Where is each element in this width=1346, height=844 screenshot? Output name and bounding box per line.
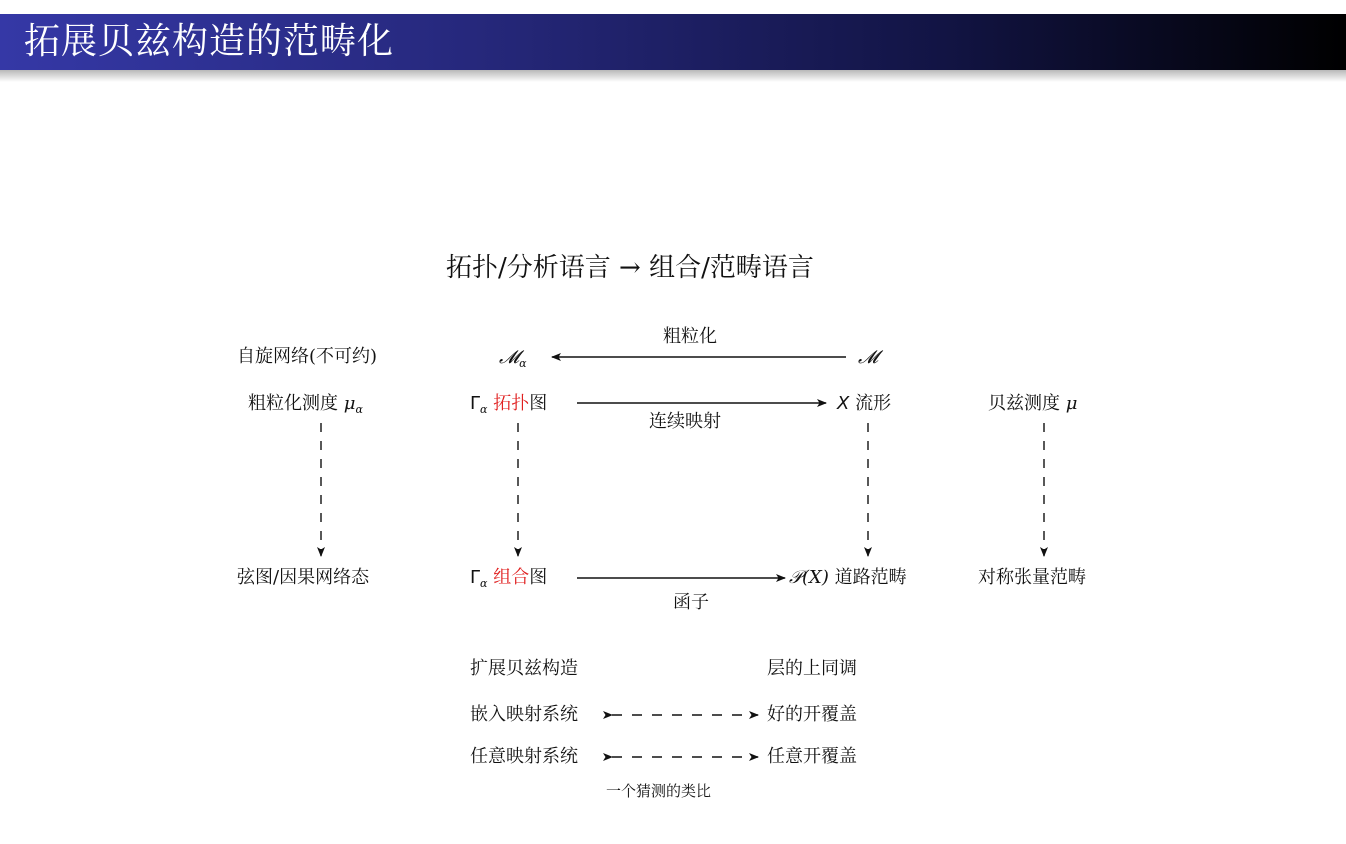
slide-title: 拓展贝兹构造的范畴化: [24, 21, 395, 62]
section-heading: 拓扑/分析语言 → 组合/范畴语言: [446, 253, 814, 283]
chord-diagram-label: 弦图/因果网络态: [237, 567, 370, 588]
spin-network-label: 自旋网络(不可约): [237, 346, 378, 367]
baez-measure-symbol: μ: [1065, 393, 1078, 414]
analogy-row1-left: 嵌入映射系统: [470, 704, 578, 725]
analogy-right-header: 层的上同调: [767, 658, 857, 679]
gamma-bottom-symbol: Γ: [470, 567, 481, 588]
analogy-caption: 一个猜测的类比: [606, 782, 712, 800]
m-node: 𝓜: [858, 347, 879, 368]
functor-label: 函子: [673, 592, 709, 613]
comb-suffix: 图: [529, 567, 548, 588]
topo-suffix: 图: [529, 393, 548, 414]
m-alpha-symbol: 𝓜: [499, 347, 520, 368]
analogy-row2-right: 任意开覆盖: [767, 746, 857, 767]
gamma-top-subscript: α: [480, 403, 488, 416]
coarse-measure-subscript: α: [355, 403, 363, 416]
path-category-text: 道路范畴: [834, 567, 907, 588]
coarse-graining-label: 粗粒化: [663, 326, 717, 347]
baez-measure-text: 贝兹测度: [988, 393, 1060, 414]
x-symbol: X: [837, 393, 850, 414]
gamma-top-symbol: Γ: [470, 393, 481, 414]
continuous-map-label: 连续映射: [649, 411, 721, 432]
m-alpha-subscript: α: [519, 357, 527, 370]
topo-highlight: 拓扑: [493, 393, 530, 414]
manifold-text: 流形: [855, 393, 892, 414]
analogy-row2-left: 任意映射系统: [470, 746, 578, 767]
sym-tensor-category-label: 对称张量范畴: [978, 567, 1086, 588]
comb-highlight: 组合: [493, 567, 530, 588]
path-symbol: 𝒫(X): [789, 567, 829, 588]
coarse-measure-symbol: μ: [343, 393, 356, 414]
analogy-row1-right: 好的开覆盖: [767, 704, 857, 725]
coarse-measure-text: 粗粒化测度: [248, 393, 338, 414]
gamma-bottom-subscript: α: [480, 577, 488, 590]
analogy-left-header: 扩展贝兹构造: [470, 658, 578, 679]
